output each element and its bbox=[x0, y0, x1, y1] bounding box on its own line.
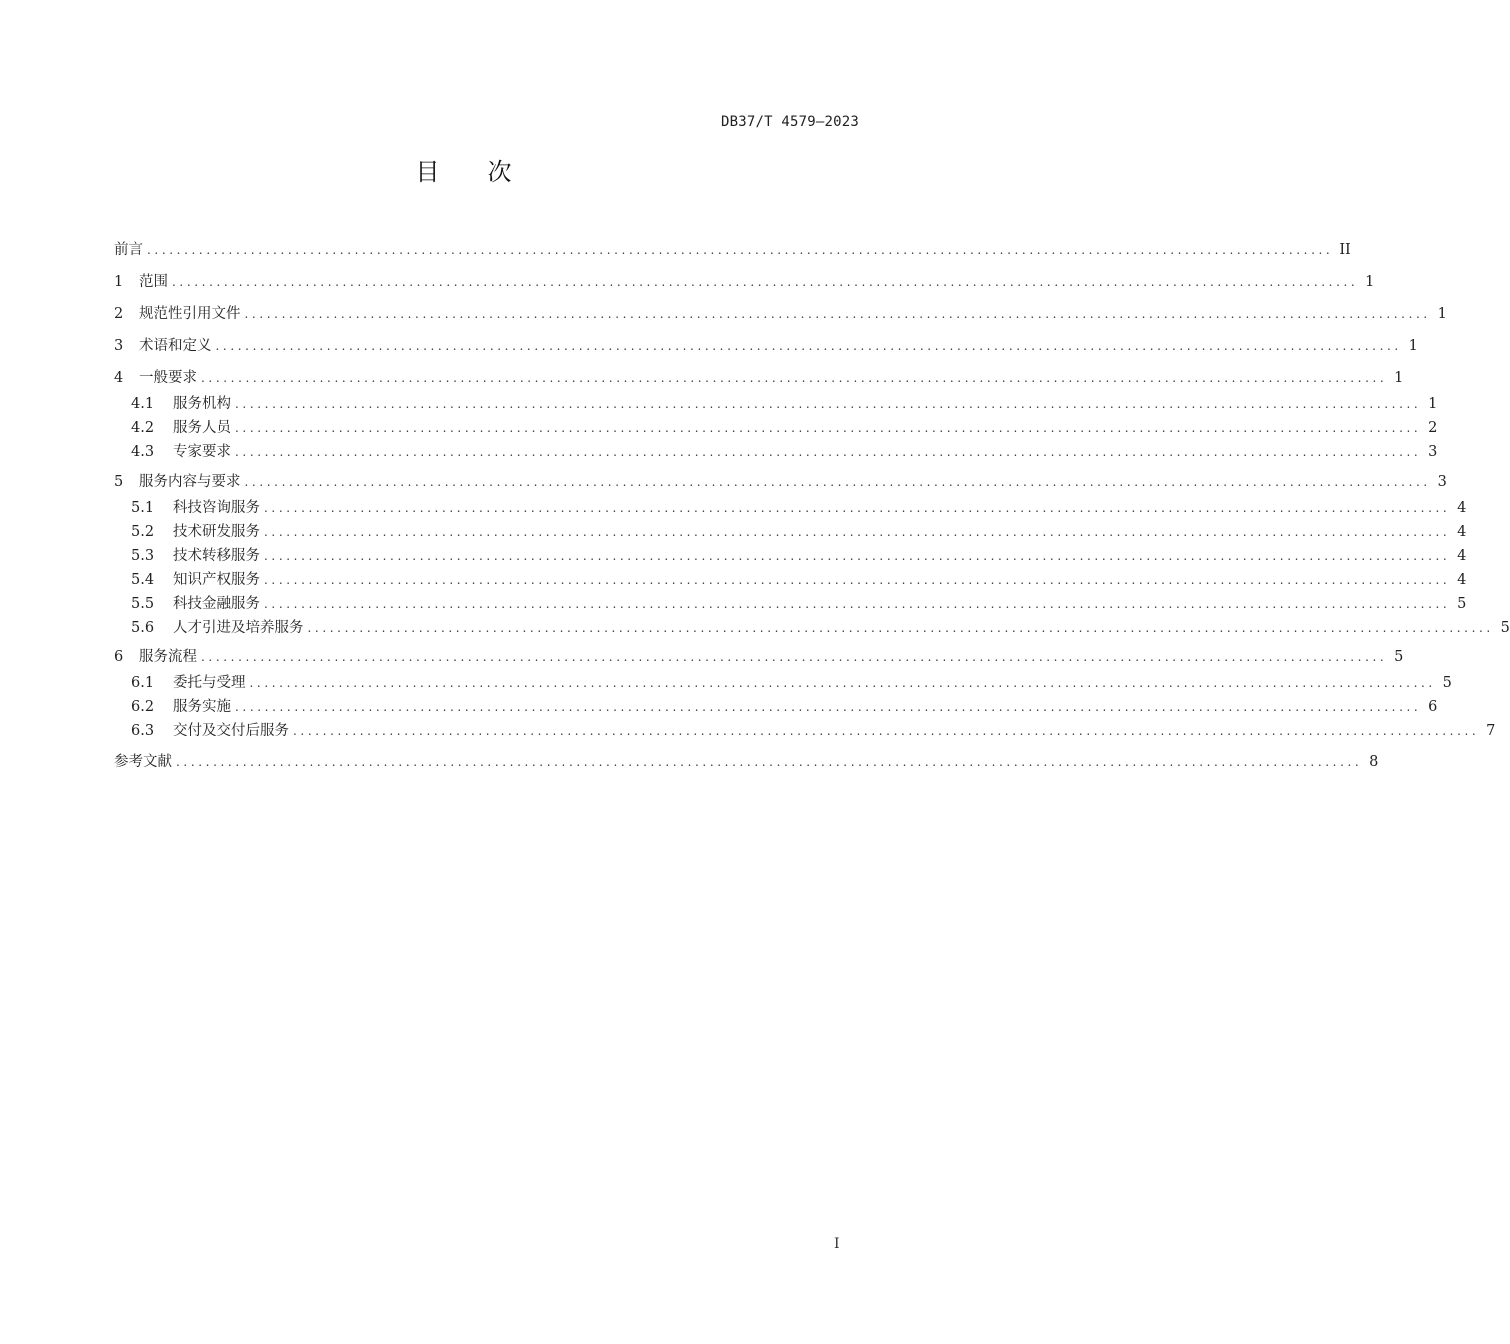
toc-dot-leader: ................................................................................................................................................................ bbox=[235, 445, 1422, 459]
toc-entry-title: 服务实施 bbox=[173, 699, 231, 715]
toc-entry-page: 1 bbox=[1365, 274, 1375, 290]
toc-entry-page: 5 bbox=[1394, 649, 1404, 665]
page-title: 目次 bbox=[415, 158, 560, 186]
toc-entry-page: 5 bbox=[1457, 596, 1467, 612]
toc-dot-leader: ................................................................................................................................................................ bbox=[249, 676, 1436, 690]
toc-entry[interactable] bbox=[131, 719, 1496, 743]
toc-dot-leader: ................................................................................................................................................................ bbox=[293, 724, 1480, 738]
toc-entry-title: 人才引进及培养服务 bbox=[173, 620, 304, 636]
toc-entry[interactable] bbox=[114, 366, 1404, 390]
toc-entry-number: 6 bbox=[114, 649, 124, 665]
toc-entry[interactable] bbox=[114, 270, 1375, 294]
toc-entry[interactable] bbox=[131, 695, 1438, 719]
toc-dot-leader: ................................................................................................................................................................ bbox=[264, 573, 1451, 587]
toc-dot-leader: ................................................................................................................................................................ bbox=[235, 700, 1422, 714]
page-number: I bbox=[834, 1236, 840, 1252]
toc-entry-page: 6 bbox=[1428, 699, 1438, 715]
toc-entry-title: 服务内容与要求 bbox=[139, 474, 241, 490]
toc-entry[interactable] bbox=[131, 592, 1467, 616]
toc-entry-title: 服务人员 bbox=[173, 420, 231, 436]
toc-entry[interactable] bbox=[131, 544, 1467, 568]
toc-entry-page: 7 bbox=[1486, 723, 1496, 739]
toc-entry-number: 5.2 bbox=[131, 524, 155, 540]
toc-entry[interactable] bbox=[131, 520, 1467, 544]
toc-entry-number: 3 bbox=[114, 338, 124, 354]
toc-dot-leader: ................................................................................................................................................................ bbox=[244, 475, 1431, 489]
toc-entry-number: 5.5 bbox=[131, 596, 155, 612]
toc-entry-title: 科技咨询服务 bbox=[173, 500, 260, 516]
toc-entry-title: 前言 bbox=[114, 242, 143, 258]
toc-entry[interactable] bbox=[114, 334, 1418, 358]
toc-dot-leader: ................................................................................................................................................................ bbox=[235, 421, 1422, 435]
toc-entry-title: 知识产权服务 bbox=[173, 572, 260, 588]
toc-dot-leader: ................................................................................................................................................................ bbox=[307, 621, 1494, 635]
toc-entry-page: 8 bbox=[1369, 754, 1379, 770]
toc-entry-page: II bbox=[1339, 242, 1351, 258]
toc-dot-leader: ................................................................................................................................................................ bbox=[215, 339, 1402, 353]
toc-entry-title: 技术研发服务 bbox=[173, 524, 260, 540]
toc-entry-number: 5.1 bbox=[131, 500, 155, 516]
toc-entry-page: 1 bbox=[1408, 338, 1418, 354]
toc-entry[interactable] bbox=[131, 616, 1510, 640]
toc-entry-number: 6.3 bbox=[131, 723, 155, 739]
toc-entry-page: 5 bbox=[1442, 675, 1452, 691]
toc-entry-page: 4 bbox=[1457, 500, 1467, 516]
toc-dot-leader: ................................................................................................................................................................ bbox=[264, 549, 1451, 563]
toc-entry-page: 2 bbox=[1428, 420, 1438, 436]
toc-entry-title: 技术转移服务 bbox=[173, 548, 260, 564]
toc-dot-leader: ................................................................................................................................................................ bbox=[147, 243, 1334, 257]
toc-entry[interactable] bbox=[114, 302, 1447, 326]
toc-entry-number: 4.1 bbox=[131, 396, 155, 412]
toc-entry-number: 5.4 bbox=[131, 572, 155, 588]
toc-entry-title: 范围 bbox=[139, 274, 168, 290]
toc-entry-number: 5 bbox=[114, 474, 124, 490]
toc-entry-page: 1 bbox=[1428, 396, 1438, 412]
toc-entry-title: 服务机构 bbox=[173, 396, 231, 412]
toc-entry-page: 4 bbox=[1457, 524, 1467, 540]
toc-entry-page: 4 bbox=[1457, 548, 1467, 564]
toc-dot-leader: ................................................................................................................................................................ bbox=[172, 275, 1359, 289]
toc-entry-title: 委托与受理 bbox=[173, 675, 246, 691]
toc-entry-page: 1 bbox=[1394, 370, 1404, 386]
toc-entry[interactable] bbox=[131, 496, 1467, 520]
toc-entry[interactable] bbox=[114, 645, 1404, 669]
toc-entry[interactable] bbox=[131, 392, 1438, 416]
toc-entry[interactable] bbox=[114, 470, 1447, 494]
toc-entry-title: 规范性引用文件 bbox=[139, 306, 241, 322]
toc-entry-title: 科技金融服务 bbox=[173, 596, 260, 612]
toc-entry-number: 6.1 bbox=[131, 675, 155, 691]
toc-dot-leader: ................................................................................................................................................................ bbox=[201, 371, 1388, 385]
toc-entry-number: 5.3 bbox=[131, 548, 155, 564]
toc-entry-number: 4.2 bbox=[131, 420, 155, 436]
toc-entry[interactable] bbox=[131, 568, 1467, 592]
toc-entry-number: 1 bbox=[114, 274, 124, 290]
toc-entry-page: 5 bbox=[1500, 620, 1510, 636]
toc-entry-title: 参考文献 bbox=[114, 754, 172, 770]
document-code: DB37/T 4579—2023 bbox=[720, 114, 859, 130]
toc-entry-page: 4 bbox=[1457, 572, 1467, 588]
toc-dot-leader: ................................................................................................................................................................ bbox=[176, 755, 1363, 769]
toc-entry-title: 一般要求 bbox=[139, 370, 197, 386]
toc-dot-leader: ................................................................................................................................................................ bbox=[264, 501, 1451, 515]
toc-entry-number: 5.6 bbox=[131, 620, 155, 636]
toc-entry-number: 6.2 bbox=[131, 699, 155, 715]
toc-entry-title: 专家要求 bbox=[173, 444, 231, 460]
toc-dot-leader: ................................................................................................................................................................ bbox=[235, 397, 1422, 411]
toc-entry[interactable] bbox=[131, 671, 1452, 695]
toc-dot-leader: ................................................................................................................................................................ bbox=[264, 597, 1451, 611]
toc-entry-number: 4 bbox=[114, 370, 124, 386]
toc-entry[interactable] bbox=[131, 440, 1438, 464]
toc-entry-page: 3 bbox=[1437, 474, 1447, 490]
toc-entry-title: 服务流程 bbox=[139, 649, 197, 665]
toc-dot-leader: ................................................................................................................................................................ bbox=[201, 650, 1388, 664]
toc-entry-title: 术语和定义 bbox=[139, 338, 212, 354]
toc-entry[interactable] bbox=[114, 750, 1379, 774]
toc-entry[interactable] bbox=[114, 238, 1351, 262]
toc-entry-page: 3 bbox=[1428, 444, 1438, 460]
toc-entry-title: 交付及交付后服务 bbox=[173, 723, 289, 739]
toc-entry-number: 2 bbox=[114, 306, 124, 322]
toc-entry-page: 1 bbox=[1437, 306, 1447, 322]
toc-dot-leader: ................................................................................................................................................................ bbox=[264, 525, 1451, 539]
toc-entry-number: 4.3 bbox=[131, 444, 155, 460]
toc-dot-leader: ................................................................................................................................................................ bbox=[244, 307, 1431, 321]
toc-entry[interactable] bbox=[131, 416, 1438, 440]
